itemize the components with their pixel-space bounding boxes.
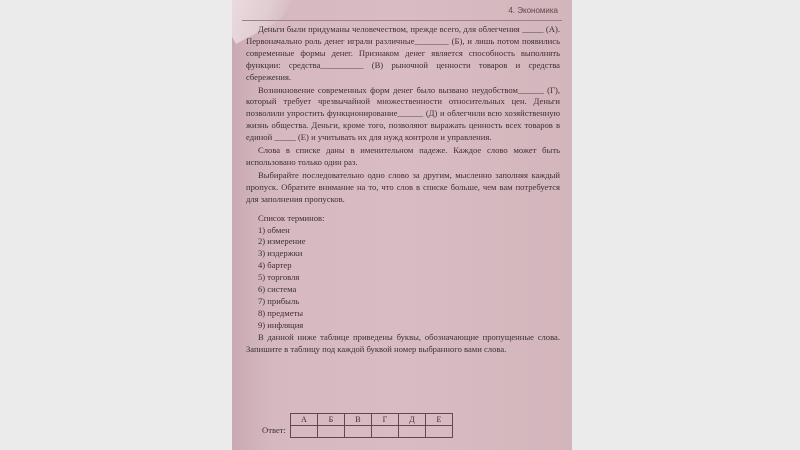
page-text [246, 24, 560, 356]
section-header: 4. Экономика [508, 6, 558, 15]
term-item: 1) обмен [258, 224, 290, 235]
terms-title: Список терминов: [258, 212, 325, 223]
term-item: 5) торговля [258, 272, 300, 283]
answer-letter-e: Е [425, 414, 452, 426]
answer-letter-v: В [344, 414, 371, 426]
answer-letter-b: Б [317, 414, 344, 426]
term-item: 9) инфляция [258, 319, 304, 330]
paragraph-modern-forms: Возникновение современных форм денег было вызвано неудобством______ (Г), который требует чрезвычайной множественности относительных цен. Деньги позволили упростить функционирование______ (Д) и облегчили всю хозяйственную жизнь общества. Деньги, кроме того, позволяют выражать ценность всех товаров в единой _____ (Е) и учитывать их для нужд контроля и управления. [246, 84, 560, 143]
answer-letter-d: Д [398, 414, 425, 426]
answer-section [262, 413, 453, 438]
term-item: 8) предметы [258, 307, 304, 318]
header-rule [242, 20, 562, 21]
paragraph-table-instruction: В данной ниже таблице приведены буквы, обозначающие пропущенные слова. Запишите в таблицу под каждой буквой номер выбранного вами слова. [246, 331, 560, 354]
term-item: 4) бартер [258, 260, 292, 271]
left-blank-area [0, 0, 232, 450]
paragraph-money-origin: Деньги были придуманы человечеством, прежде всего, для облегчения _____ (А). Первоначально роль денег играли различные________ (Б), и лишь потом появились современные формы денег. Признаком денег является способность выполнять функции: средства__________ (В) рыночной ценности товаров и средства сбережения. [246, 24, 560, 82]
paragraph-case-note: Слова в списке даны в именительном падеже. Каждое слово может быть использовано только один раз. [246, 145, 560, 167]
answer-input-row [290, 426, 452, 438]
answer-cell-v[interactable] [344, 426, 371, 438]
textbook-page [232, 0, 572, 450]
answer-cell-d[interactable] [398, 426, 425, 438]
term-item: 2) измерение [258, 236, 306, 247]
term-item: 6) система [258, 284, 297, 295]
right-blank-area [572, 0, 800, 450]
answer-cell-a[interactable] [290, 426, 317, 438]
answer-cell-b[interactable] [317, 426, 344, 438]
answer-letter-g: Г [371, 414, 398, 426]
term-item: 3) издержки [258, 248, 303, 259]
answer-label: Ответ: [262, 425, 286, 435]
term-item: 7) прибыль [258, 295, 300, 306]
paragraph-instructions: Выбирайте последовательно одно слово за другим, мысленно заполняя каждый пропуск. Обратите внимание на то, что слов в списке больше, чем вам потребуется для заполнения пропусков. [246, 169, 560, 204]
answer-cell-e[interactable] [425, 426, 452, 438]
terms-list [246, 213, 560, 332]
answer-letter-a: А [290, 414, 317, 426]
answer-table [290, 413, 453, 438]
answer-cell-g[interactable] [371, 426, 398, 438]
answer-letters-row [290, 414, 452, 426]
